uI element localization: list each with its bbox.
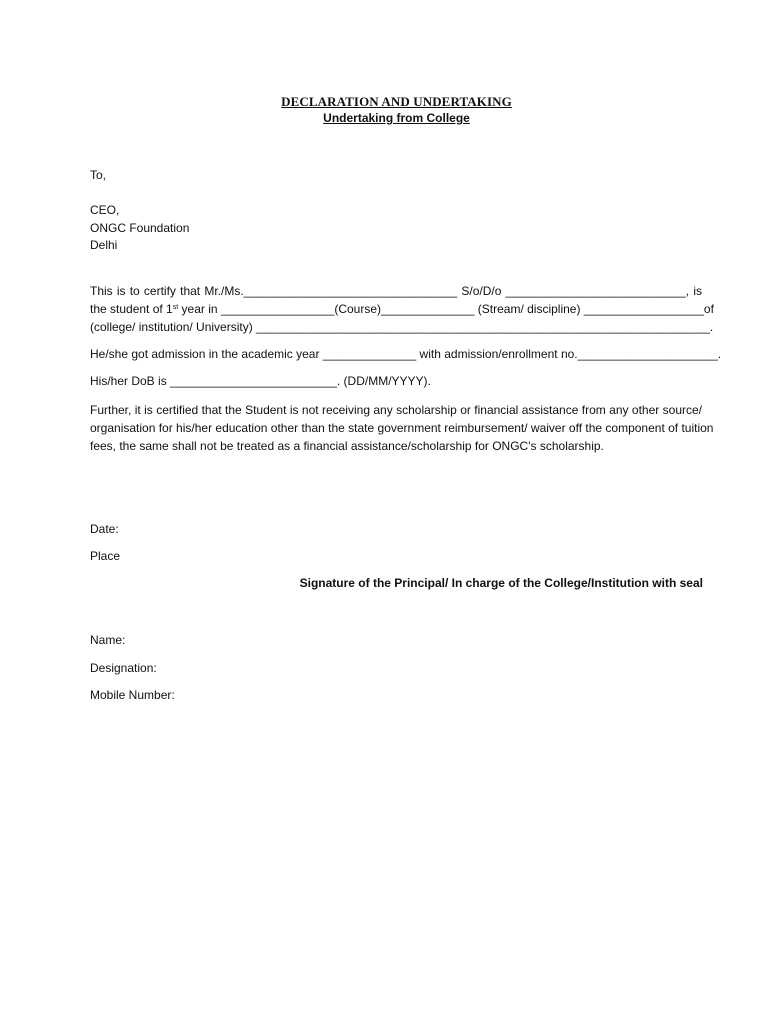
certify-paragraph: [90, 282, 714, 336]
certify-line-3: (college/ institution/ University) ____________________________________________________________________.: [90, 320, 714, 334]
name-label: Name:: [90, 633, 126, 647]
further-line-1: Further, it is certified that the Student is not receiving any scholarship or financial assistance from any other source/: [90, 403, 702, 417]
dob-line: His/her DoB is _________________________. (DD/MM/YYYY).: [90, 374, 431, 388]
certify-line-2-pre: the student of 1: [90, 302, 173, 316]
designation-label: Designation:: [90, 661, 157, 675]
further-line-3: fees, the same shall not be treated as a financial assistance/scholarship for ONGC's scholarship.: [90, 439, 604, 453]
addressee-line-2: ONGC Foundation: [90, 221, 190, 235]
date-label: Date:: [90, 522, 119, 536]
addressee-line-1: CEO,: [90, 203, 120, 217]
certify-line-2: [90, 300, 714, 318]
admission-line: [90, 345, 722, 363]
signature-label: Signature of the Principal/ In charge of the College/Institution with seal: [299, 576, 703, 590]
certify-line-2-post: year in _________________(Course)______________ (Stream/ discipline) __________________of: [178, 302, 714, 316]
salutation: To,: [90, 168, 107, 182]
ordinal-superscript: st: [172, 304, 179, 311]
document-subtitle: Undertaking from College: [323, 111, 470, 125]
mobile-number-label: Mobile Number:: [90, 688, 175, 702]
further-line-2: organisation for his/her education other than the state government reimbursement/ waiver off the component of tuition: [90, 421, 714, 435]
addressee-line-3: Delhi: [90, 238, 118, 252]
document-title: DECLARATION AND UNDERTAKING: [281, 94, 512, 109]
admission-text: He/she got admission in the academic year ______________ with admission/enrollment no._____________________.: [90, 347, 722, 361]
place-label: Place: [90, 549, 121, 563]
further-paragraph: [90, 401, 714, 455]
certify-line-1: This is to certify that Mr./Ms.________________________________ S/o/D/o ___________________________, is: [90, 284, 702, 298]
